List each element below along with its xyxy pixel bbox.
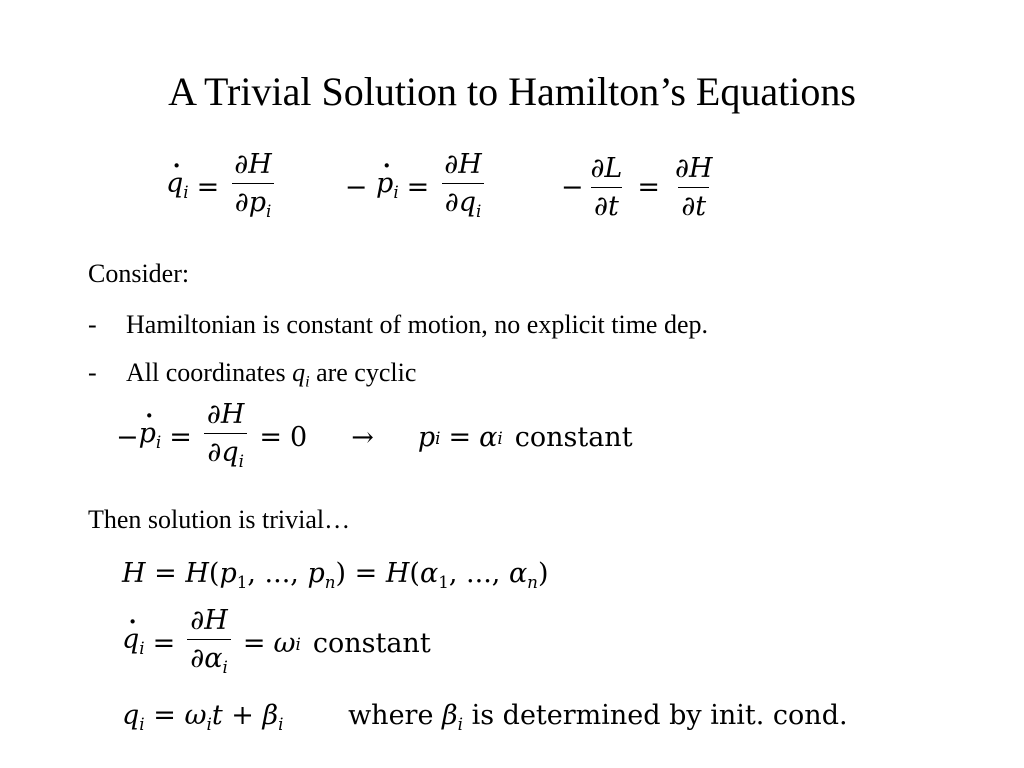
consider-label: Consider: [88, 259, 190, 288]
then-label: Then solution is trivial… [88, 505, 351, 534]
where-word: where [348, 700, 434, 731]
determined-text: is determined by init. cond. [471, 700, 848, 731]
slide-title: A Trivial Solution to Hamilton’s Equations [168, 69, 856, 114]
bullet-dash: - [88, 310, 97, 339]
constant-word: constant [514, 421, 633, 453]
hamilton-equations-row [166, 150, 719, 226]
equation-qdot: · $q_i$ = $\frac{\partial H}{\partial p_i}$ [166, 150, 279, 226]
bullet-1-text: Hamiltonian is constant of motion, no explicit time dep. [126, 310, 709, 339]
solution-q: $q_i = \omega_it + \beta_i$ where $\beta_i$ is determined by init. cond. [122, 700, 848, 734]
equation-dLdt: − $\frac{\partial L}{\partial t}$ = $\frac{\partial H}{\partial t}$ [560, 152, 713, 222]
cyclic-equation: − · $p_i$ = $\frac{\partial H}{\partial q_i}$ = 0 → p i = α i constant [116, 400, 633, 476]
bullet-2-suffix: are cyclic [316, 358, 417, 387]
bullet-2-prefix: All coordinates [126, 358, 286, 387]
equation-pdot: − · $p_i$ = $\frac{\partial H}{\partial q_i}$ [345, 150, 489, 226]
bullet-dash: - [88, 358, 97, 387]
solution-hamiltonian: $H = H(p_1$, ..., $p_n) = H(\alpha_1$, ..., $\alpha_n$) [122, 558, 549, 592]
solution-qdot: · $q_i$ = $\frac{\partial H}{\partial\alpha_i}$ = ω i constant [122, 606, 431, 682]
bullet-2-var: q [292, 358, 306, 387]
bullet-2 [88, 357, 416, 399]
bullet-2-sub: i [305, 373, 310, 391]
bullet-1 [88, 309, 708, 341]
constant-word: constant [312, 627, 431, 659]
